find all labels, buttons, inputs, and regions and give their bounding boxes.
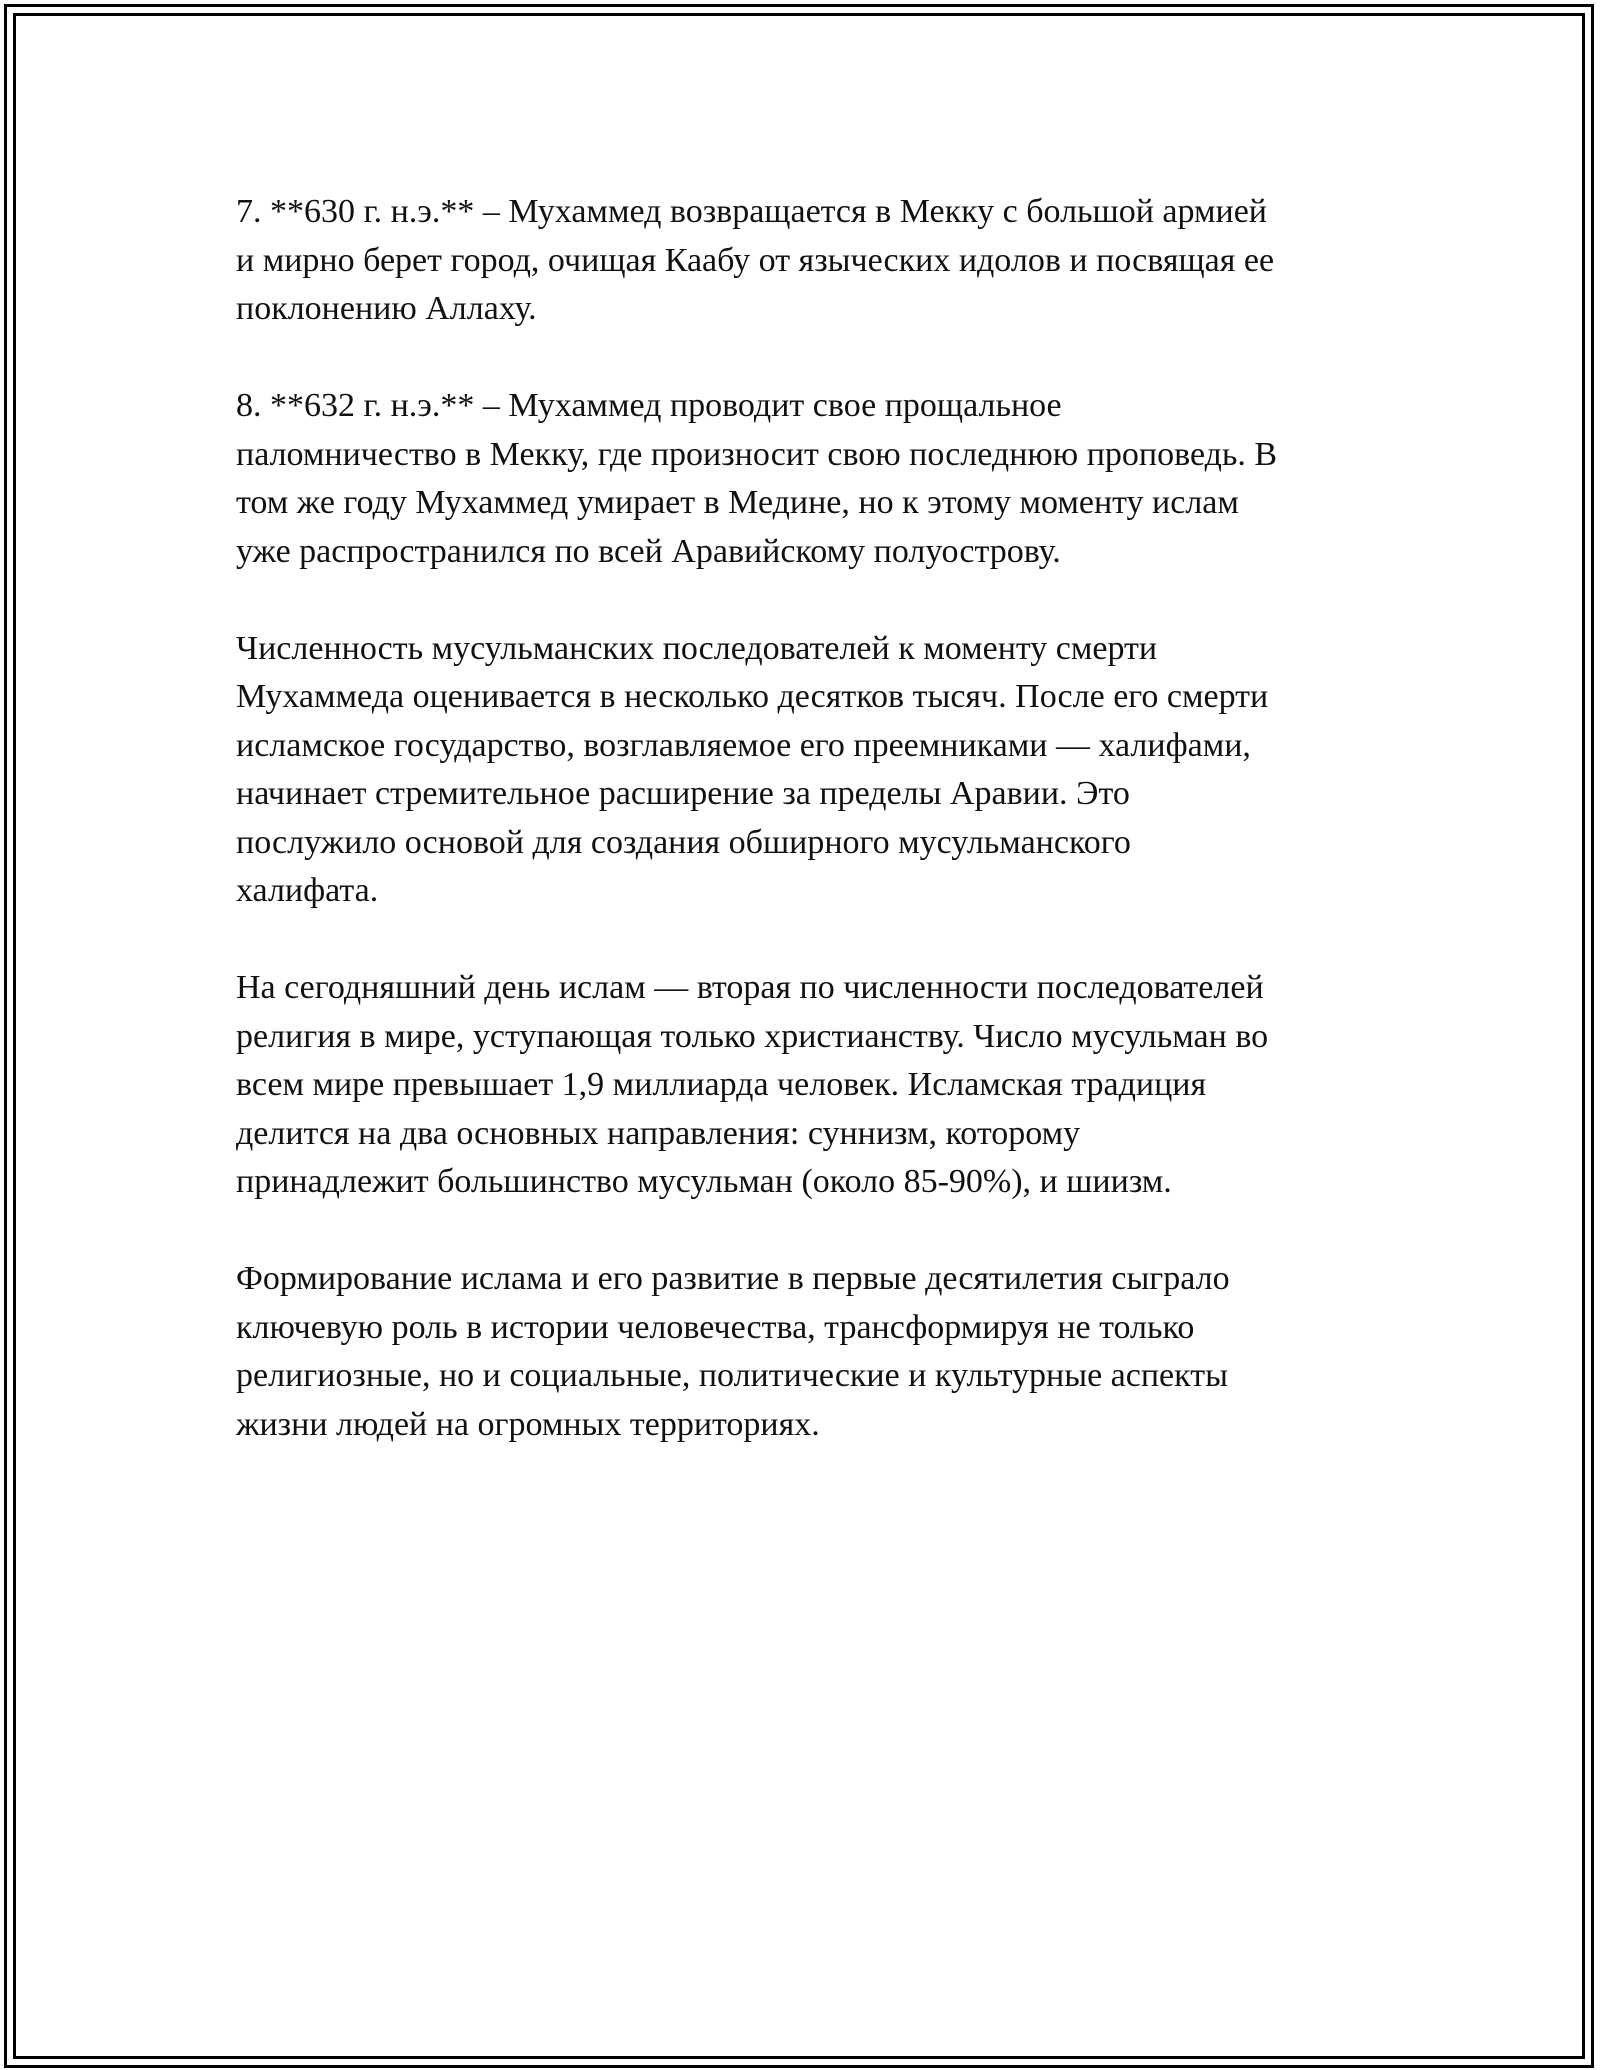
paragraph-event-632	[236, 382, 1376, 576]
text-line: паломничество в Мекку, где произносит свою последнюю проповедь. В	[236, 435, 1278, 473]
text-line: халифата.	[236, 872, 379, 909]
text-line: исламское государство, возглавляемое его преемниками — халифами,	[236, 726, 1251, 764]
text-line: Численность мусульманских последователей к моменту смерти	[236, 629, 1158, 667]
text-line: послужило основой для создания обширного мусульманского	[236, 823, 1131, 861]
text-line: начинает стремительное расширение за пределы Аравии. Это	[236, 775, 1130, 812]
text-line: и мирно берет город, очищая Каабу от языческих идолов и посвящая ее	[236, 241, 1275, 279]
text-line: ключевую роль в истории человечества, трансформируя не только	[236, 1308, 1195, 1346]
paragraph-event-630	[236, 188, 1376, 334]
text-line: том же году Мухаммед умирает в Медине, но к этому моменту ислам	[236, 484, 1239, 521]
text-line: 7. **630 г. н.э.** – Мухаммед возвращается в Мекку с большой армией	[236, 193, 1268, 230]
document-body	[236, 188, 1376, 1498]
text-line: поклонению Аллаху.	[236, 290, 537, 327]
text-line: религиозные, но и социальные, политические и культурные аспекты	[236, 1357, 1228, 1394]
text-line: Формирование ислама и его развитие в первые десятилетия сыграло	[236, 1260, 1230, 1297]
text-line: всем мире превышает 1,9 миллиарда человек. Исламская традиция	[236, 1066, 1207, 1103]
text-line: Мухаммеда оценивается в несколько десятков тысяч. После его смерти	[236, 678, 1269, 715]
text-line: религия в мире, уступающая только христианству. Число мусульман во	[236, 1017, 1269, 1055]
text-line: делится на два основных направления: суннизм, которому	[236, 1114, 1081, 1152]
paragraph-followers	[236, 625, 1376, 916]
text-line: 8. **632 г. н.э.** – Мухаммед проводит свое прощальное	[236, 387, 1062, 424]
text-line: На сегодняшний день ислам — вторая по численности последователей	[236, 969, 1264, 1006]
text-line: жизни людей на огромных территориях.	[236, 1405, 820, 1443]
paragraph-today	[236, 964, 1376, 1207]
paragraph-conclusion	[236, 1255, 1376, 1449]
text-line: принадлежит большинство мусульман (около 85-90%), и шиизм.	[236, 1163, 1172, 1200]
text-line: уже распространился по всей Аравийскому полуострову.	[236, 532, 1061, 570]
